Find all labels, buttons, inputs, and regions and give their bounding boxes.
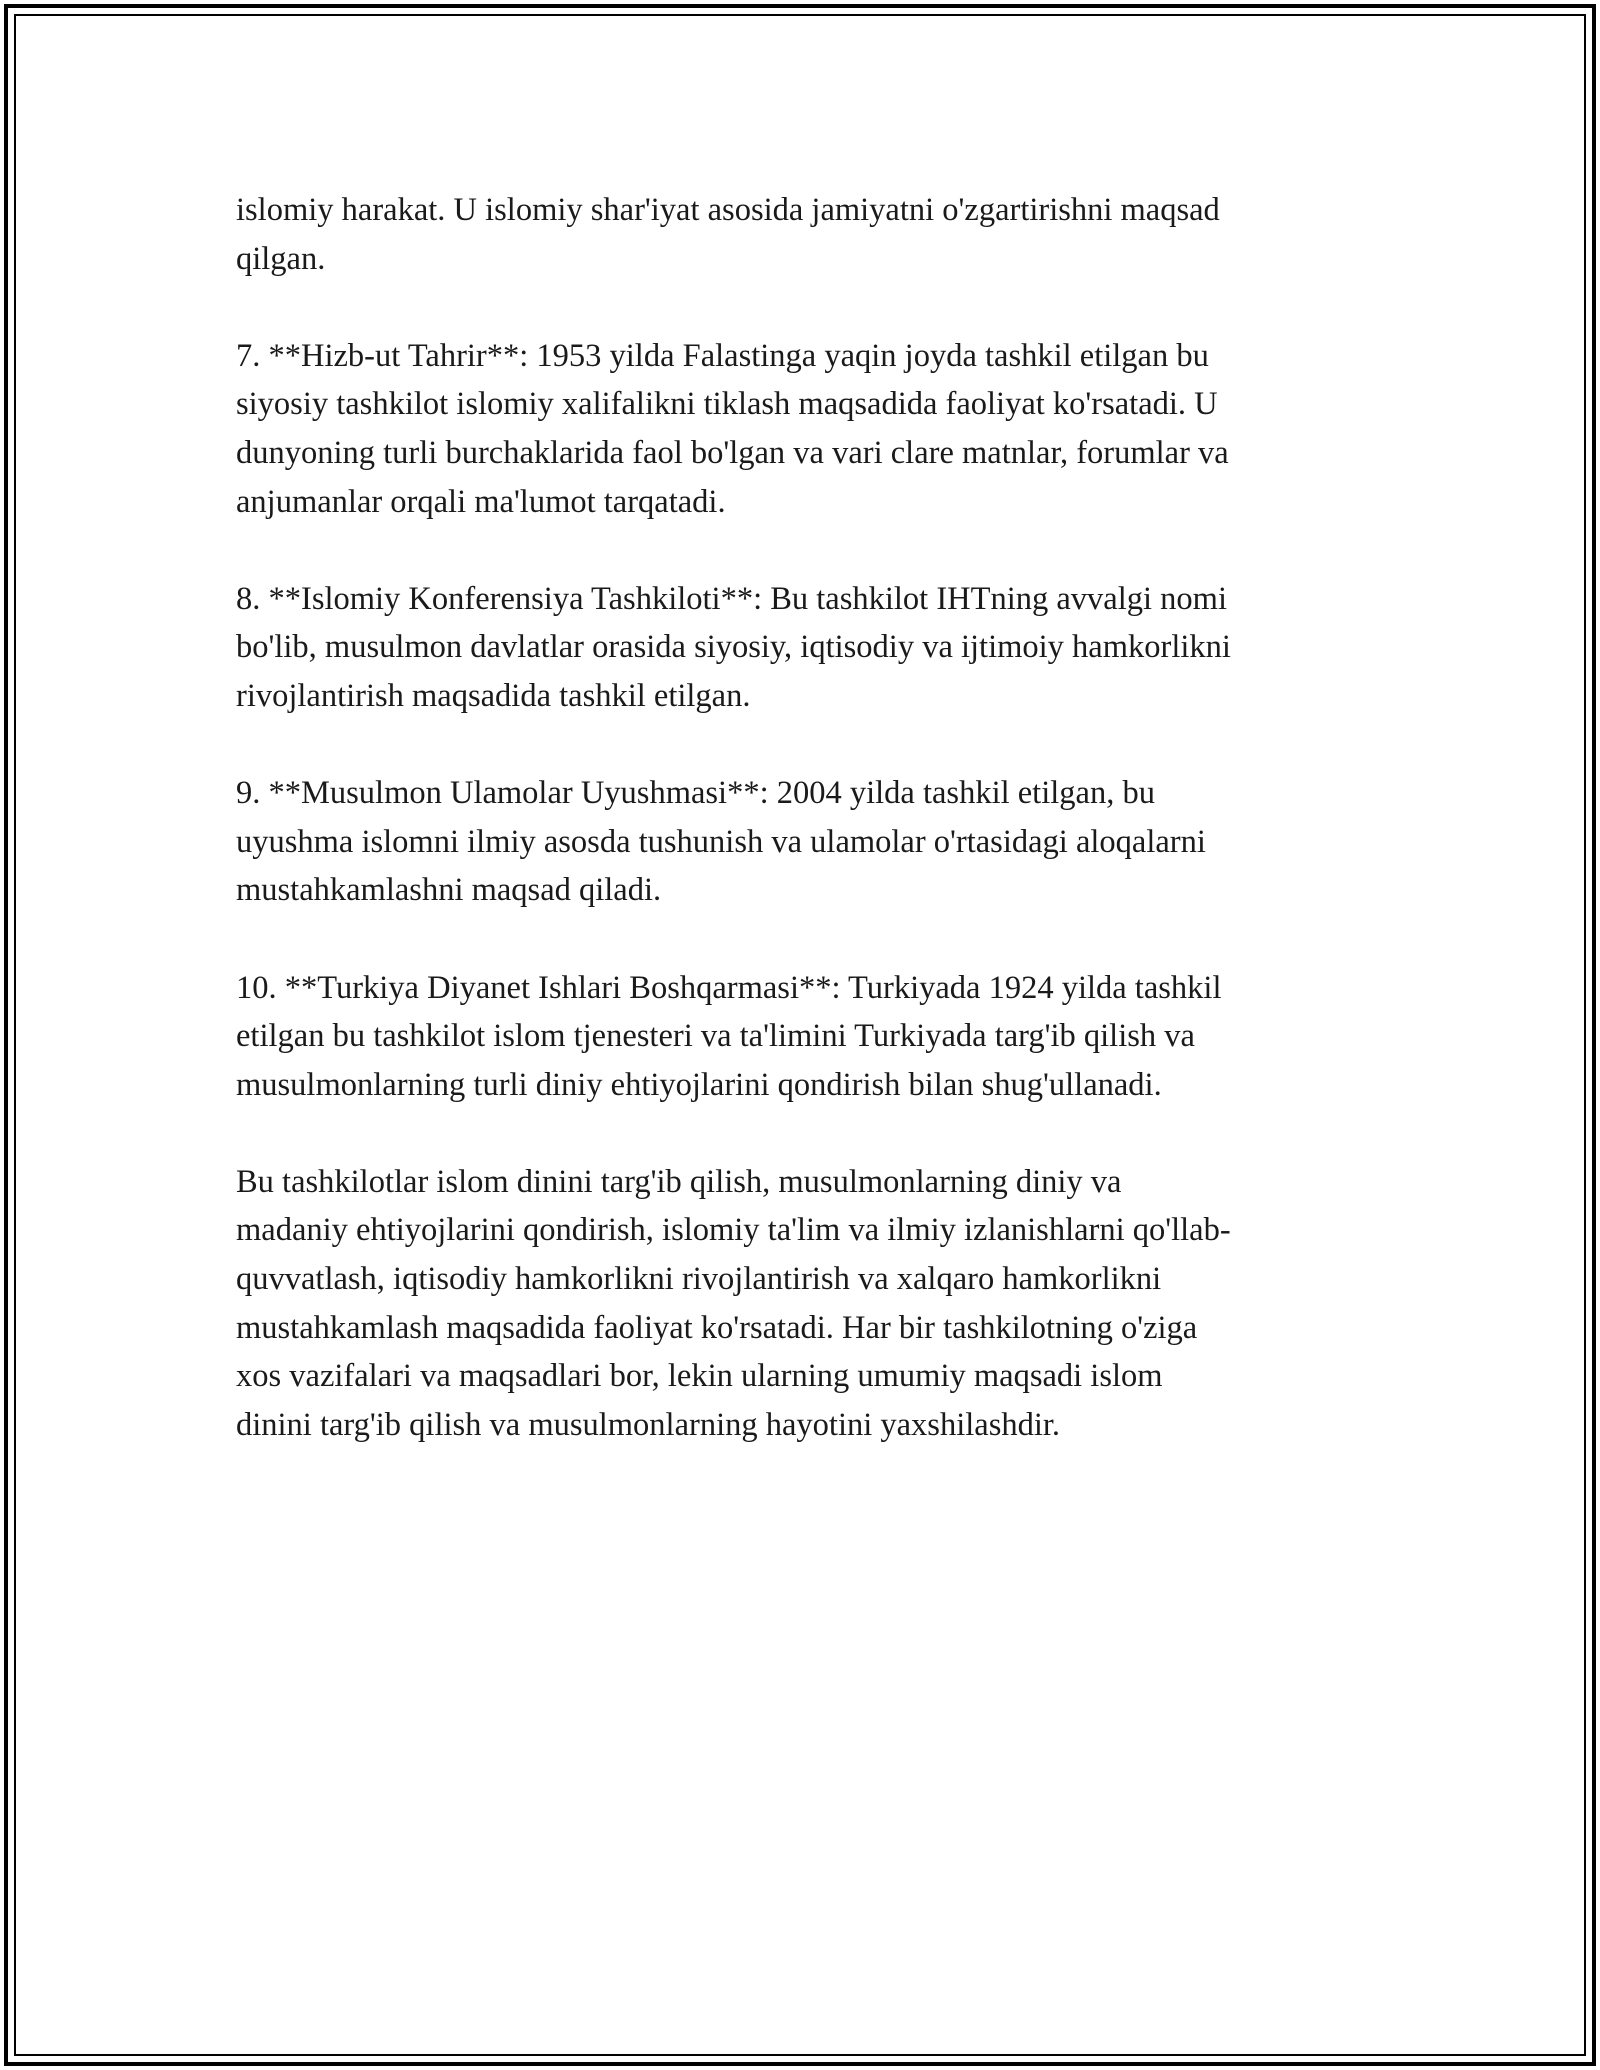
text-line: quvvatlash, iqtisodiy hamkorlikni rivojlantirish va xalqaro hamkorlikni bbox=[236, 1261, 1162, 1298]
paragraph-continuation bbox=[236, 186, 1376, 283]
text-line: islomiy harakat. U islomiy shar'iyat asosida jamiyatni o'zgartirishni maqsad bbox=[236, 192, 1220, 228]
text-line: dinini targ'ib qilish va musulmonlarning hayotini yaxshilashdir. bbox=[236, 1406, 1061, 1443]
document-body bbox=[236, 186, 1376, 1449]
paragraph-conclusion bbox=[236, 1158, 1376, 1450]
text-line: uyushma islomni ilmiy asosda tushunish va ulamolar o'rtasidagi aloqalarni bbox=[236, 823, 1206, 860]
text-line: bo'lib, musulmon davlatlar orasida siyosiy, iqtisodiy va ijtimoiy hamkorlikni bbox=[236, 629, 1231, 666]
text-line: qilgan. bbox=[236, 240, 326, 277]
text-line: siyosiy tashkilot islomiy xalifalikni tiklash maqsadida faoliyat ko'rsatadi. U bbox=[236, 386, 1218, 423]
text-line: 9. **Musulmon Ulamolar Uyushmasi**: 2004 yilda tashkil etilgan, bu bbox=[236, 775, 1155, 812]
text-line: 8. **Islomiy Konferensiya Tashkiloti**: Bu tashkilot IHTning avvalgi nomi bbox=[236, 580, 1227, 617]
paragraph-item-7 bbox=[236, 332, 1376, 526]
text-line: rivojlantirish maqsadida tashkil etilgan. bbox=[236, 677, 751, 714]
text-line: 10. **Turkiya Diyanet Ishlari Boshqarmasi**: Turkiyada 1924 yilda tashkil bbox=[236, 969, 1222, 1006]
text-line: dunyoning turli burchaklarida faol bo'lgan va vari clare matnlar, forumlar va bbox=[236, 434, 1229, 471]
text-line: etilgan bu tashkilot islom tjenesteri va ta'limini Turkiyada targ'ib qilish va bbox=[236, 1018, 1195, 1055]
text-line: mustahkamlash maqsadida faoliyat ko'rsatadi. Har bir tashkilotning o'ziga bbox=[236, 1309, 1198, 1346]
paragraph-item-9 bbox=[236, 769, 1376, 915]
text-line: anjumanlar orqali ma'lumot tarqatadi. bbox=[236, 483, 726, 520]
text-line: madaniy ehtiyojlarini qondirish, islomiy ta'lim va ilmiy izlanishlarni qo'llab- bbox=[236, 1212, 1231, 1249]
text-line: Bu tashkilotlar islom dinini targ'ib qilish, musulmonlarning diniy va bbox=[236, 1163, 1122, 1200]
text-line: musulmonlarning turli diniy ehtiyojlarini qondirish bilan shug'ullanadi. bbox=[236, 1066, 1162, 1103]
paragraph-item-8 bbox=[236, 575, 1376, 721]
text-line: 7. **Hizb-ut Tahrir**: 1953 yilda Falastinga yaqin joyda tashkil etilgan bu bbox=[236, 337, 1209, 374]
text-line: xos vazifalari va maqsadlari bor, lekin ularning umumiy maqsadi islom bbox=[236, 1358, 1163, 1395]
paragraph-item-10 bbox=[236, 964, 1376, 1110]
text-line: mustahkamlashni maqsad qiladi. bbox=[236, 872, 662, 909]
